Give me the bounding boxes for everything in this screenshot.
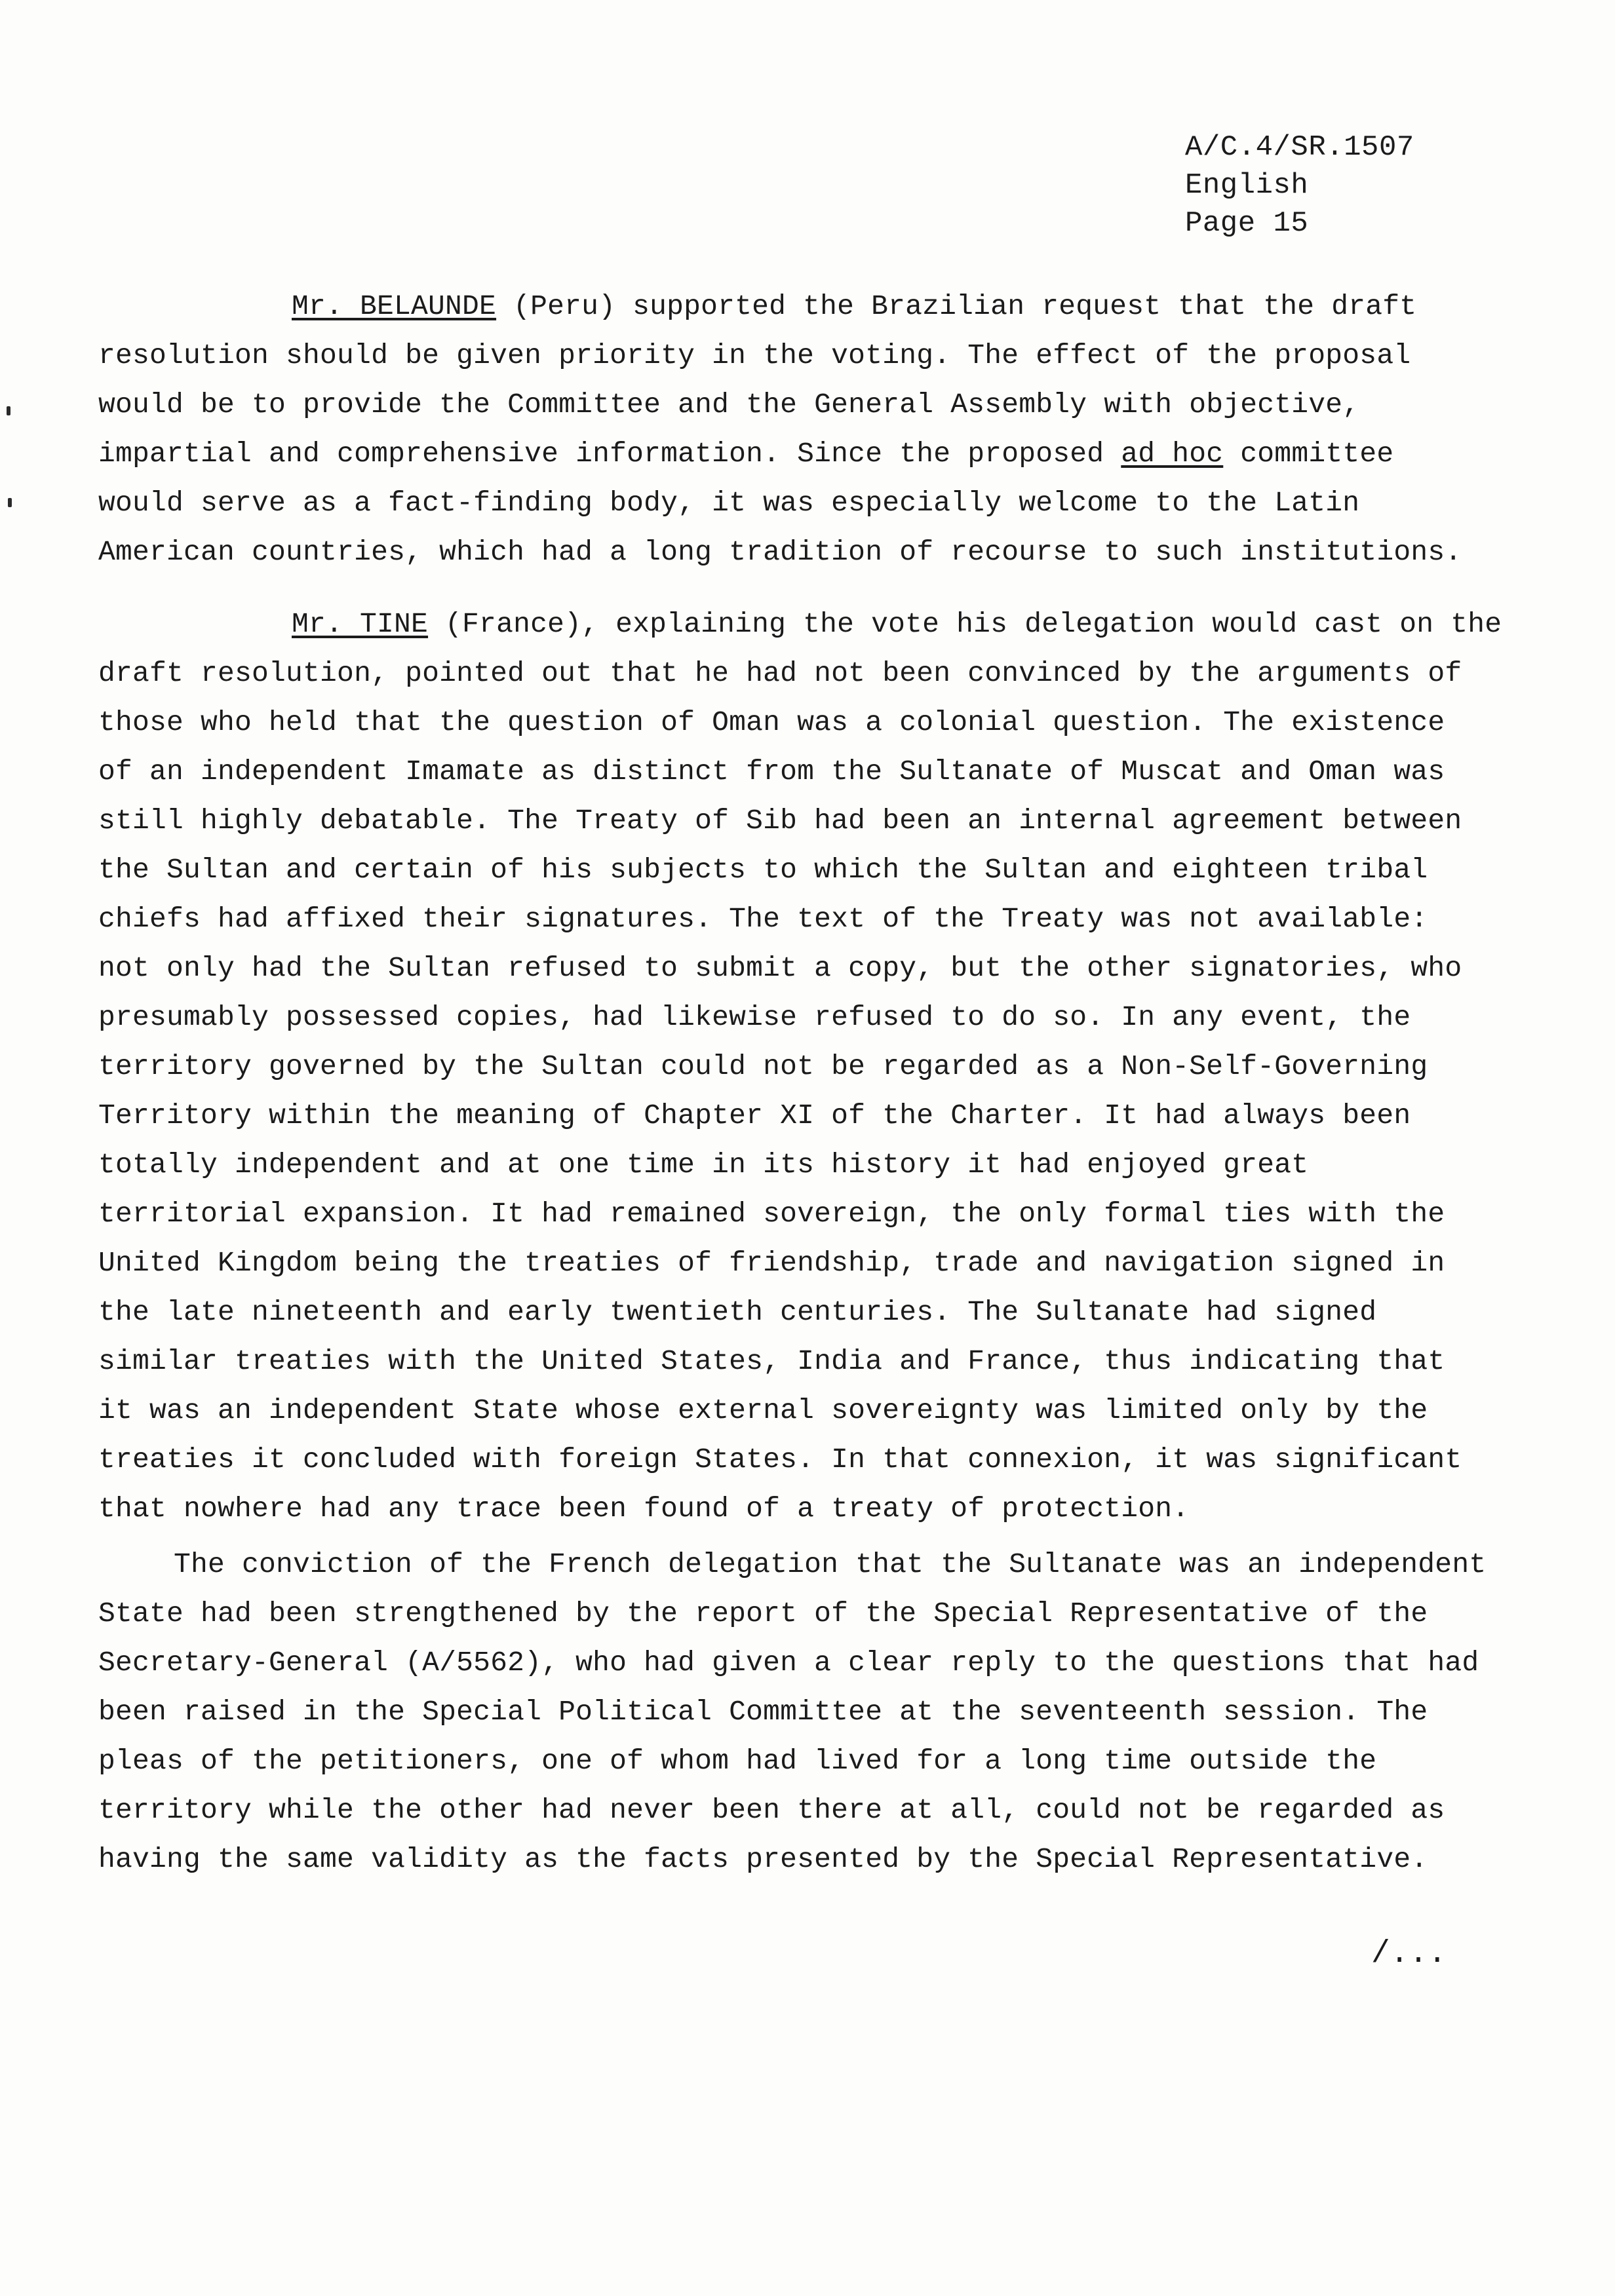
page-number: Page 15 bbox=[1185, 207, 1309, 240]
text-line: impartial and comprehensive information. Since the proposed ad hoc committee bbox=[98, 438, 1394, 470]
text-line: presumably possessed copies, had likewise refused to do so. In any event, the bbox=[98, 1001, 1411, 1033]
scan-speck bbox=[7, 406, 10, 415]
text-line: the late nineteenth and early twentieth centuries. The Sultanate had signed bbox=[98, 1296, 1377, 1328]
text-line: the Sultan and certain of his subjects to which the Sultan and eighteen tribal bbox=[98, 854, 1428, 886]
document-language: English bbox=[1185, 169, 1309, 202]
text-line: similar treaties with the United States, India and France, thus indicating that bbox=[98, 1345, 1445, 1377]
paragraph-french-delegation bbox=[98, 1540, 1487, 1884]
text-line: territory governed by the Sultan could not be regarded as a Non-Self-Governing bbox=[98, 1050, 1428, 1082]
text-line: it was an independent State whose external sovereignty was limited only by the bbox=[98, 1394, 1428, 1426]
scan-speck bbox=[8, 498, 12, 507]
text-line: American countries, which had a long tradition of recourse to such institutions. bbox=[98, 536, 1462, 568]
text-line: resolution should be given priority in the voting. The effect of the proposal bbox=[98, 339, 1411, 372]
text-line: United Kingdom being the treaties of friendship, trade and navigation signed in bbox=[98, 1247, 1445, 1279]
paragraph-belaunde bbox=[98, 282, 1462, 577]
text-line: still highly debatable. The Treaty of Sib had been an internal agreement between bbox=[98, 805, 1462, 837]
text-line: of an independent Imamate as distinct from the Sultanate of Muscat and Oman was bbox=[98, 756, 1445, 788]
text-line: not only had the Sultan refused to submit a copy, but the other signatories, who bbox=[98, 952, 1462, 984]
text-line: treaties it concluded with foreign States. In that connexion, it was significant bbox=[98, 1444, 1462, 1476]
speaker-name: Mr. TINE bbox=[292, 608, 429, 640]
continuation-mark: /... bbox=[1371, 1936, 1447, 1972]
speaker-name: Mr. BELAUNDE bbox=[292, 290, 497, 322]
text-line: totally independent and at one time in its history it had enjoyed great bbox=[98, 1149, 1309, 1181]
text-line: territorial expansion. It had remained sovereign, the only formal ties with the bbox=[98, 1198, 1445, 1230]
text-line: draft resolution, pointed out that he had not been convinced by the arguments of bbox=[98, 657, 1462, 689]
underlined-term: ad hoc bbox=[1121, 438, 1224, 470]
text-line: those who held that the question of Oman was a colonial question. The existence bbox=[98, 706, 1445, 738]
text-line: would serve as a fact-finding body, it was especially welcome to the Latin bbox=[98, 487, 1360, 519]
text-line: The conviction of the French delegation that the Sultanate was an independent bbox=[174, 1548, 1487, 1580]
text-line: that nowhere had any trace been found of a treaty of protection. bbox=[98, 1493, 1190, 1525]
text-line: Mr. TINE (France), explaining the vote his delegation would cast on the bbox=[292, 608, 1502, 640]
text-line: pleas of the petitioners, one of whom had lived for a long time outside the bbox=[98, 1745, 1377, 1777]
document-symbol: A/C.4/SR.1507 bbox=[1185, 131, 1414, 164]
text-line: been raised in the Special Political Committee at the seventeenth session. The bbox=[98, 1696, 1428, 1728]
text-line: Secretary-General (A/5562), who had given a clear reply to the questions that had bbox=[98, 1647, 1479, 1679]
text-line: Territory within the meaning of Chapter XI of the Charter. It had always been bbox=[98, 1100, 1411, 1132]
text-line: State had been strengthened by the report of the Special Representative of the bbox=[98, 1598, 1428, 1630]
text-line: having the same validity as the facts presented by the Special Representative. bbox=[98, 1843, 1428, 1875]
text-line: would be to provide the Committee and the General Assembly with objective, bbox=[98, 389, 1360, 421]
text-line: chiefs had affixed their signatures. The text of the Treaty was not available: bbox=[98, 903, 1428, 935]
paragraph-tine bbox=[98, 600, 1502, 1533]
document-header bbox=[1185, 128, 1414, 242]
text-line: Mr. BELAUNDE (Peru) supported the Brazilian request that the draft bbox=[292, 290, 1417, 322]
text-line: territory while the other had never been there at all, could not be regarded as bbox=[98, 1794, 1445, 1826]
